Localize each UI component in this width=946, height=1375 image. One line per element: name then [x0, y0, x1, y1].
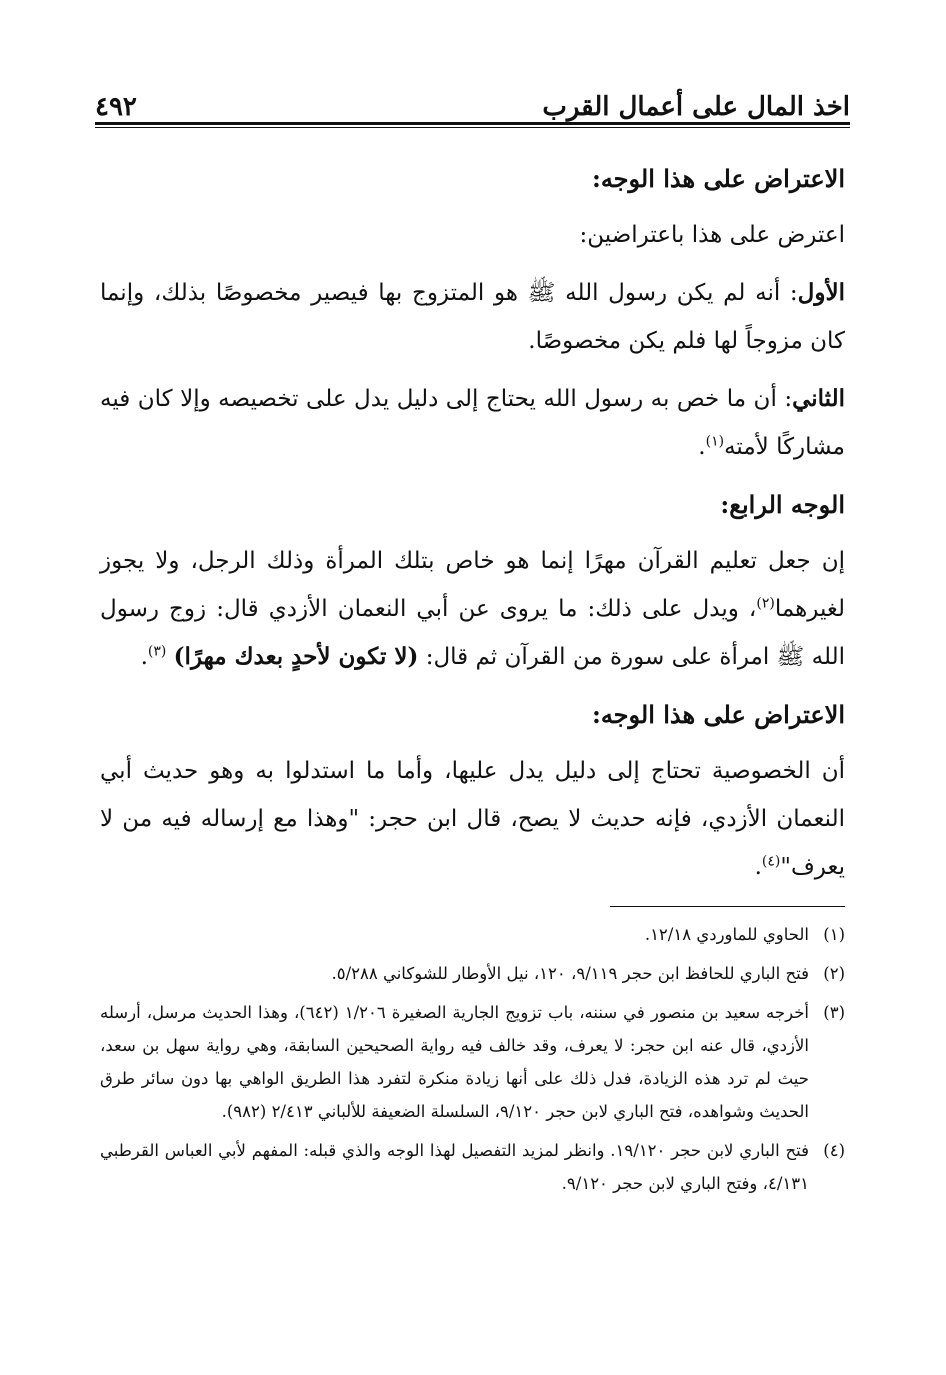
footnote-separator — [610, 906, 845, 907]
footnote-ref-2: (٢) — [756, 595, 775, 612]
paragraph-second: الثاني: أن ما خص به رسول الله يحتاج إلى دليل يدل على تخصيصه وإلا كان فيه مشاركًا لأمته$^{(١)}$. — [100, 385, 845, 460]
section-heading-objection-1: الاعتراض على هذا الوجه: — [591, 164, 845, 193]
text-objection-2: أن الخصوصية تحتاج إلى دليل يدل عليها، وأما ما استدلوا به وهو حديث أبي النعمان الأزدي، فإنه حديث لا يصح، قال ابن حجر: "وهذا مع إرساله فيه من لا يعرف" — [100, 758, 845, 880]
header-rule-thick — [95, 122, 850, 125]
footnote-number: (٤) — [823, 1141, 846, 1160]
hadith-quote: (لا تكون لأحدٍ بعدك مهرًا) — [173, 643, 419, 670]
footnote-ref-4: (٤) — [761, 853, 781, 870]
footnote — [100, 957, 845, 990]
page-number: ٤٩٢ — [95, 92, 137, 122]
running-title: اخذ المال على أعمال القرب — [542, 92, 850, 122]
text-fourth-a: إن جعل تعليم القرآن مهرًا إنما هو خاص بتلك المرأة وذلك الرجل، ولا يجوز لغيرهما — [100, 548, 845, 622]
footnote-text: فتح الباري للحافظ ابن حجر ٩/١١٩، ١٢٠، نيل الأوطار للشوكاني ٥/٢٨٨. — [331, 964, 809, 983]
footnote-text: أخرجه سعيد بن منصور في سننه، باب تزويج الجارية الصغيرة ١/٢٠٦ (٦٤٢)، وهذا الحديث مرسل، أرسله الأزدي، قال عنه ابن حجر: لا يعرف، وقد خالف فيه رواية الصحيحين السابقة، وهي رواية سهل بن سعد، حيث لم ترد هذه الزيادة، فدل ذلك على أنها زيادة منكرة لتفرد هذا الطريق الواهي بها دون سائر طرق الحديث وشواهده، فتح الباري لابن حجر ٩/١٢٠، السلسلة الضعيفة للألباني ٢/٤١٣ (٩٨٢). — [100, 1003, 809, 1121]
paragraph-fourth: إن جعل تعليم القرآن مهرًا إنما هو خاص بتلك المرأة وذلك الرجل، ولا يجوز لغيرهما$^{(٢)}$، ويدل على ذلك: ما يروى عن أبي النعمان الأزدي قال: زوج رسول الله ﷺ امرأة على سورة من القرآن ثم قال: (لا تكون لأحدٍ بعدك مهرًا) $^{(٣)}$. — [100, 548, 845, 670]
section-heading-objection-2: الاعتراض على هذا الوجه: — [591, 700, 845, 729]
running-header — [95, 82, 850, 122]
lead-first: الأول — [797, 279, 845, 306]
footnote-number: (٣) — [823, 1003, 845, 1022]
lead-second: الثاني — [792, 385, 845, 412]
footnote-text: فتح الباري لابن حجر ١٩/١٢٠. وانظر لمزيد التفصيل لهذا الوجه والذي قبله: المفهم لأبي العباس القرطبي ٤/١٣١، وفتح الباري لابن حجر ٩/١٢٠. — [100, 1141, 810, 1193]
footnote-ref-3: (٣) — [147, 643, 167, 660]
footnote-number: (٢) — [823, 964, 845, 983]
paragraph-objection-2: أن الخصوصية تحتاج إلى دليل يدل عليها، وأما ما استدلوا به وهو حديث أبي النعمان الأزدي، فإنه حديث لا يصح، قال ابن حجر: "وهذا مع إرساله فيه من لا يعرف"$^{(٤)}$. — [100, 758, 845, 880]
paragraph-first — [100, 269, 845, 365]
text-fourth-b: ، ويدل على ذلك: ما يروى عن أبي النعمان الأزدي قال: زوج رسول الله ﷺ امرأة على سورة من القرآن ثم قال: — [100, 596, 845, 670]
section-heading-fourth: الوجه الرابع: — [720, 490, 845, 519]
footnote-text: الحاوي للماوردي ١٢/١٨. — [644, 925, 809, 944]
footnote — [100, 918, 845, 951]
main-text — [100, 155, 845, 901]
footnotes — [100, 918, 845, 1206]
text-first: : أنه لم يكن رسول الله ﷺ هو المتزوج بها فيصير مخصوصًا بذلك، وإنما كان مزوجاً لها فلم يكن مخصوصًا. — [100, 280, 845, 354]
header-rule-thin — [95, 127, 850, 128]
footnote — [100, 1134, 845, 1200]
footnote-number: (١) — [823, 925, 845, 944]
footnote — [100, 996, 845, 1128]
text-second: : أن ما خص به رسول الله يحتاج إلى دليل يدل على تخصيصه وإلا كان فيه مشاركًا لأمته — [100, 386, 845, 460]
paragraph-intro: اعترض على هذا باعتراضين: — [579, 222, 845, 248]
footnote-ref-1: (١) — [705, 433, 725, 450]
